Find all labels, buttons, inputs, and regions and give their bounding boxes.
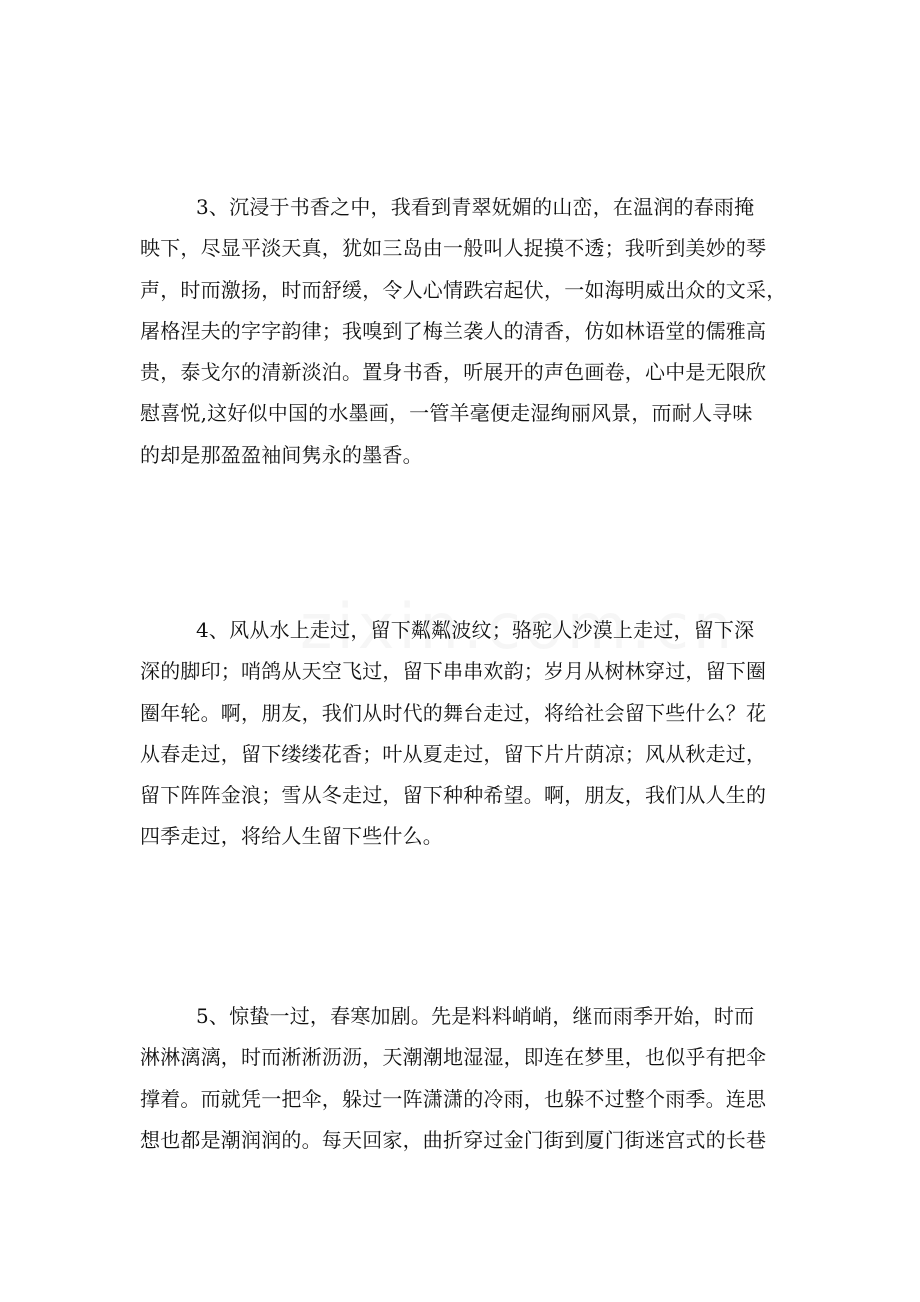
paragraph-line: 撑着。而就凭一把伞，躲过一阵潇潇的冷雨，也躲不过整个雨季。连思	[140, 1086, 767, 1111]
paragraph-line: 4、风从水上走过，留下粼粼波纹；骆驼人沙漠上走过，留下深	[196, 618, 755, 642]
paragraph-3	[140, 187, 788, 476]
paragraph-line: 慰喜悦,这好似中国的水墨画，一管羊毫便走湿绚丽风景，而耐人寻味	[140, 401, 753, 426]
paragraph-line: 从春走过，留下缕缕花香；叶从夏走过，留下片片荫凉；风从秋走过，	[140, 741, 767, 766]
paragraph-line: 贵，泰戈尔的清新淡泊。置身书香，听展开的声色画卷，心中是无限欣	[140, 360, 767, 385]
paragraph-line: 的却是那盈盈袖间隽永的墨香。	[140, 442, 423, 467]
paragraph-line: 5、惊蛰一过，春寒加剧。先是料料峭峭，继而雨季开始，时而	[196, 1004, 755, 1028]
paragraph-line: 想也都是潮润润的。每天回家，曲折穿过金门街到厦门街迷宫式的长巷	[140, 1127, 767, 1152]
paragraph-line: 留下阵阵金浪；雪从冬走过，留下种种希望。啊，朋友，我们从人生的	[140, 783, 767, 808]
paragraph-line: 声，时而激扬，时而舒缓，令人心情跌宕起伏，一如海明威出众的文采，	[140, 277, 787, 302]
paragraph-line: 淋淋漓漓，时而淅淅沥沥，天潮潮地湿湿，即连在梦里，也似乎有把伞	[140, 1045, 767, 1070]
paragraph-line: 四季走过，将给人生留下些什么。	[140, 824, 443, 849]
paragraph-line: 映下，尽显平淡天真，犹如三岛由一般叫人捉摸不透；我听到美妙的琴	[140, 236, 767, 261]
paragraph-line: 屠格涅夫的字字韵律；我嗅到了梅兰袭人的清香，仿如林语堂的儒雅高	[140, 318, 767, 343]
paragraph-5	[140, 996, 788, 1161]
paragraph-4	[140, 610, 788, 858]
paragraph-line: 深的脚印；哨鸽从天空飞过，留下串串欢韵；岁月从树林穿过，留下圈	[140, 659, 767, 684]
paragraph-line: 圈年轮。啊，朋友，我们从时代的舞台走过，将给社会留下些什么？花	[140, 700, 767, 725]
paragraph-line: 3、沉浸于书香之中，我看到青翠妩媚的山峦，在温润的春雨掩	[196, 195, 755, 219]
